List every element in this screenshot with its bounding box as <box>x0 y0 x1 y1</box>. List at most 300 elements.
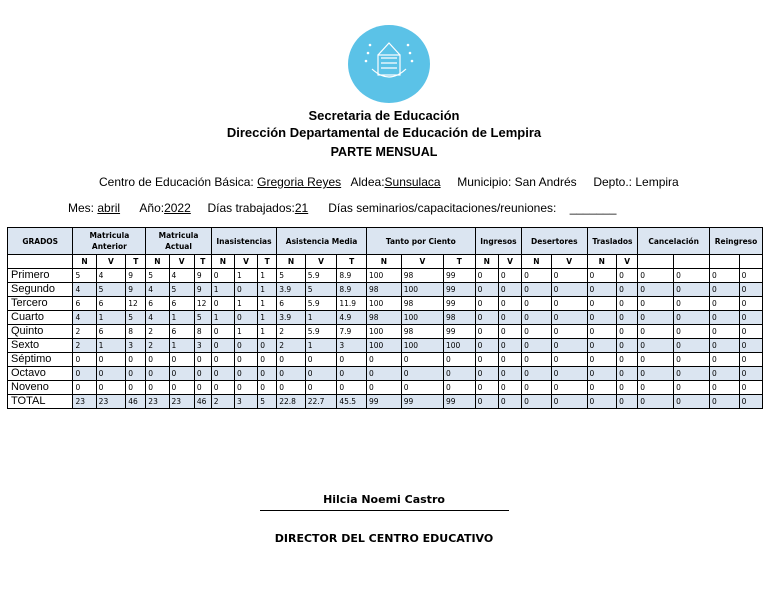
table-cell: 0 <box>337 367 367 381</box>
table-cell: 0 <box>211 353 234 367</box>
grade-label: Noveno <box>8 381 73 395</box>
table-cell: 0 <box>638 269 674 283</box>
table-cell: 0 <box>498 269 521 283</box>
table-cell: 7.9 <box>337 325 367 339</box>
municipio-text: Municipio: San Andrés <box>457 175 577 189</box>
table-cell: 0 <box>211 325 234 339</box>
table-cell: 0 <box>305 381 337 395</box>
table-cell: 0 <box>73 367 96 381</box>
table-cell: 4 <box>73 283 96 297</box>
table-cell: 99 <box>443 269 475 283</box>
table-cell: 0 <box>126 353 146 367</box>
table-row <box>8 367 763 381</box>
subheader-blank <box>710 255 740 269</box>
table-cell: 12 <box>194 297 211 311</box>
table-cell: 0 <box>617 325 638 339</box>
table-cell: 5 <box>277 269 306 283</box>
table-cell: 98 <box>443 311 475 325</box>
col-desertores: Desertores <box>522 228 587 255</box>
table-cell: 0 <box>739 381 762 395</box>
table-cell: 4 <box>146 311 169 325</box>
table-cell: 0 <box>401 367 443 381</box>
table-cell: 98 <box>366 311 401 325</box>
table-cell: 1 <box>234 325 257 339</box>
table-cell: 98 <box>366 283 401 297</box>
table-cell: 0 <box>277 381 306 395</box>
table-cell: 0 <box>401 381 443 395</box>
table-cell: 0 <box>234 353 257 367</box>
table-cell: 0 <box>146 353 169 367</box>
table-cell: 0 <box>587 381 617 395</box>
table-cell: 0 <box>638 367 674 381</box>
grade-label: Quinto <box>8 325 73 339</box>
table-cell: 100 <box>366 339 401 353</box>
table-cell: 0 <box>739 353 762 367</box>
table-cell: 0 <box>638 339 674 353</box>
subheader-cell: T <box>194 255 211 269</box>
subheader-cell: T <box>337 255 367 269</box>
table-row <box>8 325 763 339</box>
subheader-cell: N <box>475 255 498 269</box>
table-cell: 9 <box>126 269 146 283</box>
table-cell: 1 <box>234 269 257 283</box>
parte-mensual-table <box>7 227 763 409</box>
table-cell: 1 <box>305 311 337 325</box>
grade-label: Tercero <box>8 297 73 311</box>
subheader-blank <box>638 255 674 269</box>
secretaria-logo-icon <box>348 25 430 103</box>
aldea-label: Aldea: <box>350 175 385 189</box>
aldea-value: Sunsulaca <box>384 175 441 189</box>
table-cell: 0 <box>638 283 674 297</box>
table-cell: 0 <box>551 269 587 283</box>
table-cell: 23 <box>73 395 96 409</box>
col-reingreso: Reingreso <box>710 228 763 255</box>
table-cell: 8 <box>126 325 146 339</box>
table-cell: 0 <box>739 367 762 381</box>
mes-value: abril <box>97 201 121 215</box>
table-cell: 0 <box>587 339 617 353</box>
table-cell: 0 <box>710 367 740 381</box>
anio-label: Año: <box>139 201 165 215</box>
subheader-cell: N <box>522 255 552 269</box>
table-cell: 0 <box>710 283 740 297</box>
table-cell: 0 <box>674 353 710 367</box>
table-row <box>8 311 763 325</box>
table-cell: 0 <box>498 311 521 325</box>
table-cell: 0 <box>475 269 498 283</box>
table-cell: 0 <box>475 353 498 367</box>
table-cell: 0 <box>73 353 96 367</box>
table-cell: 99 <box>443 325 475 339</box>
table-cell: 5 <box>126 311 146 325</box>
table-cell: 0 <box>366 353 401 367</box>
table-cell: 4 <box>169 269 194 283</box>
table-cell: 0 <box>587 353 617 367</box>
table-cell: 0 <box>522 325 552 339</box>
table-cell: 11.9 <box>337 297 367 311</box>
table-cell: 2 <box>146 339 169 353</box>
table-cell: 0 <box>739 395 762 409</box>
table-cell: 0 <box>710 395 740 409</box>
col-inasistencias: Inasistencias <box>211 228 276 255</box>
table-cell: 0 <box>551 395 587 409</box>
table-cell: 6 <box>96 297 126 311</box>
table-cell: 0 <box>739 269 762 283</box>
table-cell: 99 <box>443 297 475 311</box>
table-cell: 0 <box>638 353 674 367</box>
table-cell: 0 <box>739 339 762 353</box>
table-cell: 0 <box>710 381 740 395</box>
table-cell: 0 <box>475 339 498 353</box>
table-cell: 0 <box>674 367 710 381</box>
table-cell: 0 <box>305 353 337 367</box>
table-cell: 8 <box>194 325 211 339</box>
table-cell: 0 <box>551 297 587 311</box>
table-body <box>8 269 763 409</box>
table-cell: 0 <box>258 339 277 353</box>
subheader-cell: N <box>366 255 401 269</box>
table-row <box>8 297 763 311</box>
grade-label: TOTAL <box>8 395 73 409</box>
table-cell: 0 <box>475 395 498 409</box>
table-cell: 0 <box>551 283 587 297</box>
grade-label: Primero <box>8 269 73 283</box>
table-cell: 0 <box>587 269 617 283</box>
table-cell: 0 <box>522 353 552 367</box>
table-cell: 0 <box>522 297 552 311</box>
table-cell: 0 <box>710 325 740 339</box>
direccion-title: Dirección Departamental de Educación de Lempira <box>226 125 542 140</box>
table-cell: 4 <box>73 311 96 325</box>
table-cell: 1 <box>305 339 337 353</box>
subheader-cell: N <box>211 255 234 269</box>
table-cell: 0 <box>498 367 521 381</box>
dias-value: 21 <box>294 201 309 215</box>
table-cell: 0 <box>710 339 740 353</box>
table-cell: 6 <box>146 297 169 311</box>
col-tanto-por-ciento: Tanto por Ciento <box>366 228 475 255</box>
table-cell: 6 <box>73 297 96 311</box>
table-cell: 98 <box>401 269 443 283</box>
table-cell: 0 <box>617 311 638 325</box>
table-cell: 0 <box>234 381 257 395</box>
table-cell: 0 <box>739 297 762 311</box>
table-cell: 100 <box>401 339 443 353</box>
table-cell: 0 <box>305 367 337 381</box>
signature-name: Hilcia Noemi Castro <box>323 493 445 506</box>
table-cell: 1 <box>258 283 277 297</box>
table-cell: 0 <box>194 353 211 367</box>
table-cell: 5 <box>96 283 126 297</box>
table-cell: 0 <box>498 353 521 367</box>
table-cell: 0 <box>522 283 552 297</box>
col-ingresos: Ingresos <box>475 228 521 255</box>
seminarios-label: Días seminarios/capacitaciones/reuniones: <box>328 201 557 215</box>
table-cell: 0 <box>551 367 587 381</box>
subheader-cell: V <box>617 255 638 269</box>
table-cell: 100 <box>401 311 443 325</box>
table-cell: 23 <box>96 395 126 409</box>
table-cell: 0 <box>522 311 552 325</box>
table-cell: 5 <box>146 269 169 283</box>
table-cell: 0 <box>498 395 521 409</box>
table-cell: 0 <box>475 311 498 325</box>
table-cell: 1 <box>211 283 234 297</box>
table-cell: 2 <box>277 339 306 353</box>
table-cell: 0 <box>739 311 762 325</box>
table-cell: 99 <box>443 395 475 409</box>
table-cell: 0 <box>401 353 443 367</box>
table-cell: 0 <box>498 325 521 339</box>
table-cell: 22.7 <box>305 395 337 409</box>
col-traslados: Traslados <box>587 228 638 255</box>
table-cell: 0 <box>638 297 674 311</box>
subheader-cell: T <box>443 255 475 269</box>
table-cell: 0 <box>674 269 710 283</box>
table-cell: 3 <box>234 395 257 409</box>
table-cell: 5 <box>194 311 211 325</box>
table-cell: 0 <box>674 381 710 395</box>
table-cell: 98 <box>401 297 443 311</box>
table-cell: 0 <box>617 353 638 367</box>
table-cell: 9 <box>194 283 211 297</box>
table-cell: 0 <box>96 353 126 367</box>
table-cell: 22.8 <box>277 395 306 409</box>
table-cell: 5 <box>305 283 337 297</box>
table-cell: 0 <box>617 395 638 409</box>
table-cell: 2 <box>73 339 96 353</box>
table-cell: 0 <box>475 283 498 297</box>
table-cell: 8.9 <box>337 269 367 283</box>
table-cell: 3 <box>126 339 146 353</box>
table-cell: 0 <box>234 367 257 381</box>
table-cell: 100 <box>401 283 443 297</box>
table-cell: 0 <box>638 381 674 395</box>
table-cell: 1 <box>258 311 277 325</box>
table-cell: 0 <box>258 367 277 381</box>
table-cell: 0 <box>146 381 169 395</box>
centro-value: Gregoria Reyes <box>257 175 342 189</box>
table-cell: 1 <box>258 269 277 283</box>
table-cell: 0 <box>551 381 587 395</box>
subheader-cell: T <box>258 255 277 269</box>
table-cell: 0 <box>551 311 587 325</box>
table-cell: 100 <box>366 297 401 311</box>
table-cell: 100 <box>366 325 401 339</box>
table-cell: 0 <box>674 297 710 311</box>
subheader-cell: N <box>277 255 306 269</box>
table-cell: 0 <box>617 269 638 283</box>
centro-label: Centro de Educación Básica: <box>99 175 254 189</box>
table-cell: 0 <box>277 353 306 367</box>
table-cell: 2 <box>211 395 234 409</box>
table-cell: 0 <box>169 353 194 367</box>
table-cell: 0 <box>96 367 126 381</box>
grade-label: Sexto <box>8 339 73 353</box>
table-cell: 23 <box>169 395 194 409</box>
table-cell: 0 <box>366 367 401 381</box>
table-cell: 1 <box>258 297 277 311</box>
table-cell: 0 <box>522 339 552 353</box>
table-cell: 0 <box>211 297 234 311</box>
subheader-blank <box>739 255 762 269</box>
table-cell: 0 <box>146 367 169 381</box>
info-line-1 <box>99 175 679 189</box>
table-cell: 0 <box>674 395 710 409</box>
table-row <box>8 339 763 353</box>
table-cell: 0 <box>258 381 277 395</box>
table-cell: 6 <box>169 325 194 339</box>
signature-line <box>260 510 509 511</box>
table-cell: 23 <box>146 395 169 409</box>
table-cell: 0 <box>674 339 710 353</box>
table-cell: 0 <box>169 367 194 381</box>
subheader-cell: V <box>401 255 443 269</box>
col-grados: GRADOS <box>8 228 73 255</box>
table-cell: 6 <box>277 297 306 311</box>
table-cell: 0 <box>277 367 306 381</box>
table-cell: 0 <box>739 325 762 339</box>
table-cell: 1 <box>96 339 126 353</box>
subheader-blank <box>674 255 710 269</box>
table-row <box>8 381 763 395</box>
table-cell: 4 <box>146 283 169 297</box>
table-cell: 0 <box>498 283 521 297</box>
table-row <box>8 283 763 297</box>
table-cell: 1 <box>169 339 194 353</box>
grade-label: Séptimo <box>8 353 73 367</box>
table-cell: 0 <box>234 339 257 353</box>
col-matricula-anterior: Matricula Anterior <box>73 228 146 255</box>
table-cell: 0 <box>475 297 498 311</box>
subheader-cell: T <box>126 255 146 269</box>
table-cell: 46 <box>194 395 211 409</box>
table-cell: 0 <box>638 311 674 325</box>
table-cell: 0 <box>587 367 617 381</box>
table-cell: 4.9 <box>337 311 367 325</box>
info-line-2 <box>68 201 616 215</box>
subheader-cell: N <box>73 255 96 269</box>
col-cancelacion: Cancelación <box>638 228 710 255</box>
table-cell: 0 <box>443 353 475 367</box>
table-cell: 99 <box>401 395 443 409</box>
table-cell: 5.9 <box>305 325 337 339</box>
table-cell: 0 <box>169 381 194 395</box>
table-cell: 12 <box>126 297 146 311</box>
table-cell: 0 <box>710 311 740 325</box>
table-cell: 0 <box>211 367 234 381</box>
subheader-cell: N <box>146 255 169 269</box>
dias-label: Días trabajados: <box>207 201 295 215</box>
table-cell: 0 <box>211 381 234 395</box>
table-cell: 0 <box>739 283 762 297</box>
table-cell: 0 <box>194 367 211 381</box>
table-cell: 1 <box>169 311 194 325</box>
table-cell: 3.9 <box>277 283 306 297</box>
col-asistencia-media: Asistencia Media <box>277 228 367 255</box>
table-cell: 0 <box>522 381 552 395</box>
subheader-cell: V <box>234 255 257 269</box>
table-cell: 0 <box>617 381 638 395</box>
table-cell: 5 <box>258 395 277 409</box>
table-cell: 6 <box>169 297 194 311</box>
table-cell: 5.9 <box>305 297 337 311</box>
table-cell: 98 <box>401 325 443 339</box>
table-cell: 0 <box>617 339 638 353</box>
subheader-cell: N <box>587 255 617 269</box>
table-cell: 0 <box>587 283 617 297</box>
table-cell: 0 <box>617 297 638 311</box>
table-cell: 0 <box>674 325 710 339</box>
table-cell: 99 <box>366 395 401 409</box>
table-cell: 0 <box>617 283 638 297</box>
table-cell: 0 <box>710 353 740 367</box>
table-cell: 1 <box>234 297 257 311</box>
table-cell: 5 <box>73 269 96 283</box>
table-cell: 0 <box>366 381 401 395</box>
table-cell: 0 <box>638 325 674 339</box>
table-cell: 0 <box>522 395 552 409</box>
table-cell: 45.5 <box>337 395 367 409</box>
table-cell: 0 <box>73 381 96 395</box>
table-cell: 0 <box>126 381 146 395</box>
secretaria-title: Secretaria de Educación <box>308 108 460 123</box>
table-cell: 2 <box>73 325 96 339</box>
table-cell: 0 <box>551 353 587 367</box>
table-cell: 0 <box>475 367 498 381</box>
table-cell: 100 <box>366 269 401 283</box>
table-cell: 99 <box>443 283 475 297</box>
table-cell: 0 <box>234 311 257 325</box>
table-cell: 0 <box>551 325 587 339</box>
table-cell: 0 <box>126 367 146 381</box>
table-cell: 0 <box>234 283 257 297</box>
signature-title: DIRECTOR DEL CENTRO EDUCATIVO <box>274 532 494 545</box>
table-cell: 0 <box>587 311 617 325</box>
table-cell: 0 <box>587 325 617 339</box>
table-cell: 46 <box>126 395 146 409</box>
table-cell: 0 <box>638 395 674 409</box>
table-cell: 3 <box>337 339 367 353</box>
table-cell: 9 <box>126 283 146 297</box>
anio-value: 2022 <box>164 201 191 215</box>
table-cell: 0 <box>587 395 617 409</box>
table-cell: 0 <box>498 381 521 395</box>
table-cell: 0 <box>337 381 367 395</box>
table-cell: 0 <box>498 339 521 353</box>
table-cell: 9 <box>194 269 211 283</box>
table-row <box>8 269 763 283</box>
table-cell: 0 <box>194 381 211 395</box>
table-cell: 0 <box>337 353 367 367</box>
table-cell: 0 <box>475 325 498 339</box>
table-cell: 8.9 <box>337 283 367 297</box>
col-matricula-actual: Matricula Actual <box>146 228 211 255</box>
table-cell: 0 <box>211 339 234 353</box>
table-cell: 0 <box>617 367 638 381</box>
table-row <box>8 395 763 409</box>
depto-text: Depto.: Lempira <box>593 175 679 189</box>
table-cell: 2 <box>146 325 169 339</box>
table-cell: 0 <box>522 367 552 381</box>
subheader-blank <box>8 255 73 269</box>
table-cell: 3.9 <box>277 311 306 325</box>
table-cell: 0 <box>96 381 126 395</box>
mes-label: Mes: <box>68 201 95 215</box>
table-cell: 1 <box>258 325 277 339</box>
table-cell: 0 <box>710 297 740 311</box>
